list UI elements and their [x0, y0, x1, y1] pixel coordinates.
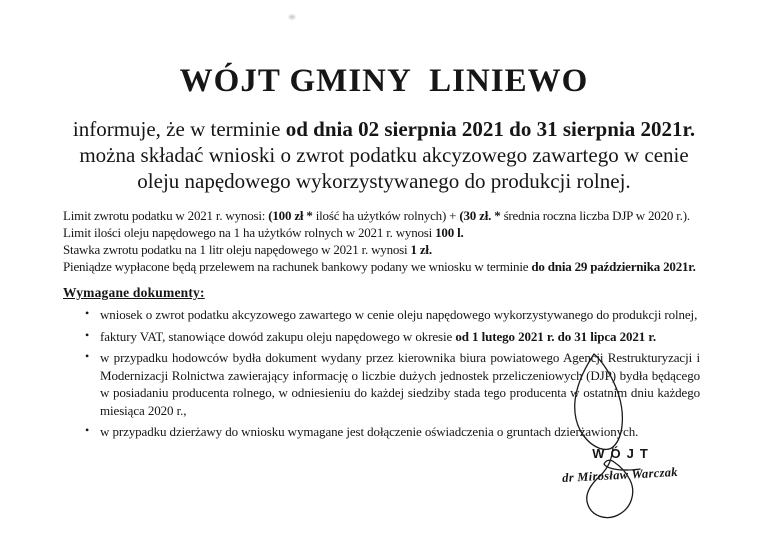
- bullet-icon: •: [85, 327, 90, 342]
- limit-line-payment: Pieniądze wypłacone będą przelewem na rachunek bankowy podany we wniosku w terminie do dnia 29 października 2021r.: [63, 259, 696, 274]
- required-docs-heading: Wymagane dokumenty:: [63, 285, 205, 300]
- signature-block: [545, 446, 695, 486]
- list-item-invoices: • faktury VAT, stanowiące dowód zakupu oleju napędowego w okresie od 1 lutego 2021 r. do 31 lipca 2021 r.: [85, 327, 656, 344]
- list-item-cattle-document: • w przypadku hodowców bydła dokument wydany przez kierownika biura powiatowego Agencji Restrukturyzacji i Modernizacji Rolnictwa zawierający informację o liczbie dużych jednostek przeliczeniowych (DJP) bydła będącego w posiadaniu producenta rolnego, w odniesieniu do każdej siedziby stada tego producenta w ostatnim dniu każdego miesiąca 2020 r.,: [85, 349, 700, 418]
- limit-line-tax: Limit zwrotu podatku w 2021 r. wynosi: (100 zł * ilość ha użytków rolnych) + (30 zł. * średnia roczna liczba DJP w 2020 r.).: [63, 208, 690, 223]
- intro-dates: od dnia 02 sierpnia 2021 do 31 sierpnia 2021r.: [285, 117, 696, 141]
- required-docs-list: [0, 306, 768, 441]
- limit-line-rate: Stawka zwrotu podatku na 1 litr oleju napędowego w 2021 r. wynosi 1 zł.: [63, 242, 432, 257]
- limit-line-oil: Limit ilości oleju napędowego na 1 ha użytków rolnych w 2021 r. wynosi 100 l.: [63, 225, 464, 240]
- document-title: WÓJT GMINY LINIEWO: [179, 63, 589, 99]
- limits-section: [63, 207, 768, 275]
- intro-line3: oleju napędowego wykorzystywanego do produkcji rolnej.: [137, 169, 631, 193]
- scan-smudge-mark: [289, 15, 295, 19]
- list-item-lease-statement: • w przypadku dzierżawy do wniosku wymagane jest dołączenie oświadczenia o gruntach dzierżawionych.: [85, 423, 639, 439]
- signature-name: dr Mirosław Warczak: [561, 464, 679, 486]
- intro-line2: można składać wnioski o zwrot podatku akcyzowego zawartego w cenie: [79, 143, 689, 167]
- signature-role-label: WÓJT: [592, 446, 654, 461]
- bullet-icon: •: [85, 306, 90, 320]
- intro-paragraph: [22, 116, 746, 194]
- bullet-icon: •: [85, 349, 90, 363]
- bullet-icon: •: [85, 423, 90, 437]
- intro-text: informuje, że w terminie: [72, 117, 286, 141]
- list-item-application: • wniosek o zwrot podatku akcyzowego zawartego w cenie oleju napędowego wykorzystywanego do produkcji rolnej,: [85, 306, 698, 322]
